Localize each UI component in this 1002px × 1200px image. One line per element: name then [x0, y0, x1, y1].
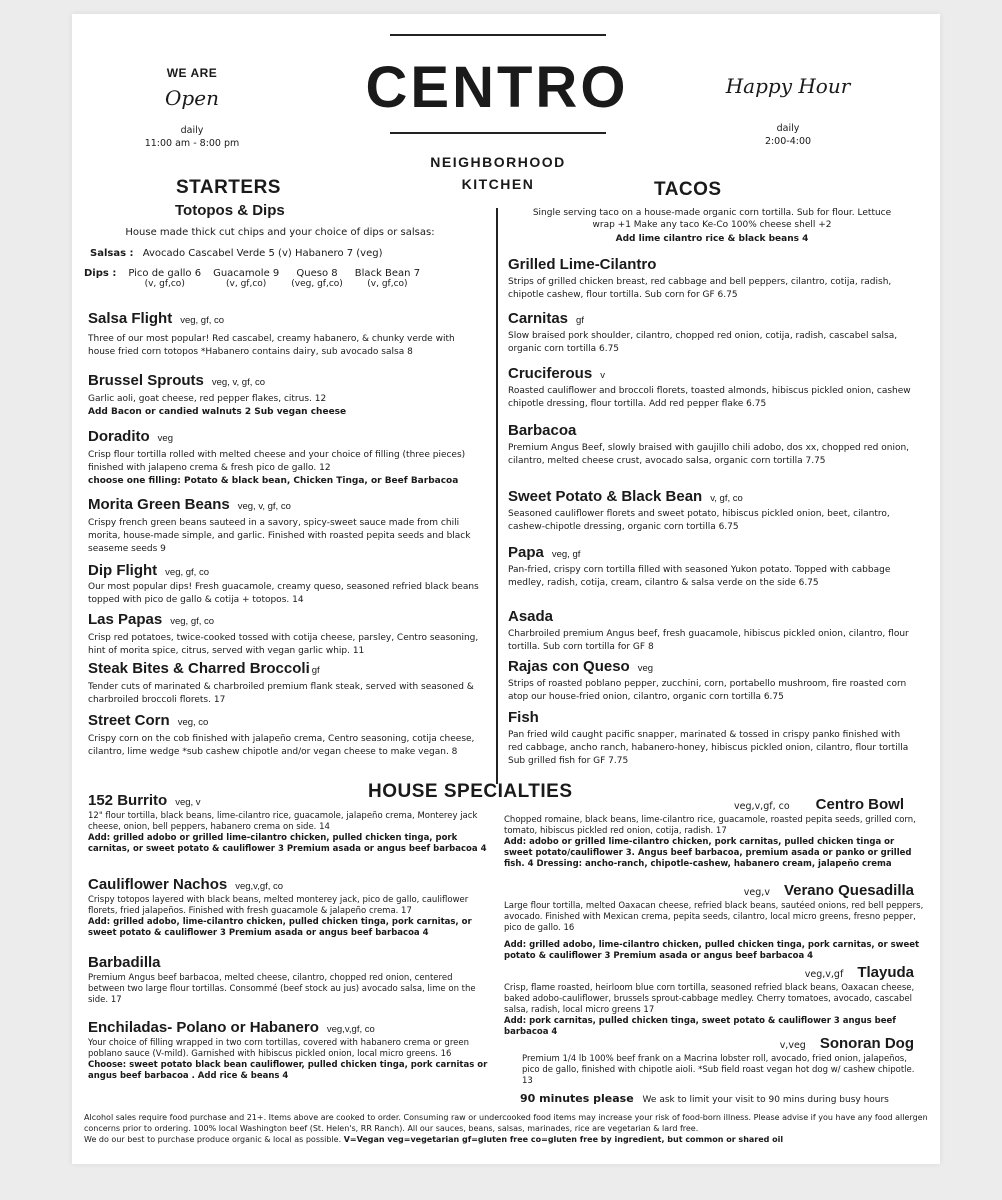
specialty-item: [504, 1033, 924, 1087]
item-name: Fish: [508, 709, 539, 726]
item-desc: Strips of roasted poblano pepper, zucchini, corn, portabello mushroom, fire roasted corn atop our house-fried onion, cilantro, organic corn tortilla 6.75: [508, 679, 907, 702]
item-name: Salsa Flight: [88, 310, 173, 327]
starter-item: [88, 496, 480, 556]
starters-title: STARTERS: [176, 177, 281, 198]
item-desc: Three of our most popular! Red cascabel, creamy habanero, & chunky verde with house fried corn totopos *Habanero contains dairy, sub avocado salsa 8: [88, 334, 455, 357]
item-name: Tlayuda: [857, 964, 914, 981]
starter-item: [88, 611, 480, 658]
item-name: Cauliflower Nachos: [88, 876, 228, 893]
item-desc: Your choice of filling wrapped in two corn tortillas, covered with habanero crema or green poblano sauce (V-mild). Garnished with hibiscus pickled onion, local micro greens. 16: [88, 1038, 469, 1059]
starter-item: [88, 712, 480, 759]
item-desc: Crisp flour tortilla rolled with melted cheese and your choice of filling (three pieces) finished with jalapeno crema & fresh pico de gallo. 12: [88, 450, 466, 473]
item-tags: veg, gf, co: [180, 315, 225, 326]
item-extra: choose one filling: Potato & black bean, Chicken Tinga, or Beef Barbacoa: [88, 476, 459, 486]
salsas-row: [90, 248, 480, 259]
footer-line2: We do our best to purchase produce organic & local as possible.: [84, 1135, 342, 1144]
item-extra: Add Bacon or candied walnuts 2 Sub vegan cheese: [88, 407, 347, 417]
tacos-intro: Single serving taco on a house-made organic corn tortilla. Sub for flour. Lettuce wrap +1 Make any taco Ke-Co 100% cheese shell +2: [532, 208, 892, 230]
hh-daily: daily: [776, 123, 800, 134]
item-tags: veg, v, gf, co: [237, 501, 291, 512]
specialty-item: [88, 792, 488, 855]
brand-title: CENTRO: [365, 55, 629, 120]
tacos-title: TACOS: [654, 179, 722, 200]
item-name: Rajas con Queso: [508, 658, 630, 675]
we-are-label: WE ARE: [166, 66, 218, 80]
dip-name: Queso 8: [296, 268, 338, 279]
specialty-item: [504, 794, 924, 870]
taco-item: [508, 544, 916, 590]
item-name: Steak Bites & Charred Broccoli: [88, 660, 310, 677]
dip-name: Black Bean 7: [354, 268, 421, 279]
dip-name: Guacamole 9: [213, 268, 280, 279]
item-desc: Large flour tortilla, melted Oaxacan cheese, refried black beans, sautéed onions, red bell peppers, avocado. Finished with Mexican crema, pepita seeds, cilantro, local micro greens, fresno pepper, pico de gallo. 16: [504, 901, 924, 933]
brand-top-rule: [390, 34, 606, 36]
item-extra: Add: grilled adobo, lime-cilantro chicken, pulled chicken tinga, pork carnitas, or sweet potato & cauliflower 3 Premium asada or angus beef barbacoa 4: [88, 917, 472, 938]
item-name: Asada: [508, 608, 554, 625]
starter-item: [88, 372, 480, 419]
item-tags: veg, co: [177, 717, 209, 728]
item-name: Enchiladas- Polano or Habanero: [88, 1019, 319, 1036]
happy-hour-script: Happy Hour: [725, 74, 851, 98]
item-extra: Choose: sweet potato black bean cauliflower, pulled chicken tinga, pork carnitas or angus beef barbacoa . Add rice & beans 4: [88, 1060, 488, 1081]
item-desc: Slow braised pork shoulder, cilantro, chopped red onion, cotija, radish, cascabel salsa, organic corn tortilla 6.75: [508, 331, 898, 354]
item-tags: v: [600, 370, 605, 381]
taco-item: [508, 256, 916, 302]
item-desc: Charbroiled premium Angus beef, fresh guacamole, hibiscus pickled onion, cilantro, flour tortilla. Sub corn tortilla for GF 8: [508, 629, 909, 652]
brand-bottom-rule: [390, 132, 606, 134]
dip-tags: (v, gf,co): [226, 279, 267, 289]
item-tags: veg,v,gf: [804, 969, 844, 980]
item-tags: veg, v: [175, 797, 201, 808]
item-name: Barbacoa: [508, 422, 577, 439]
item-name: 152 Burrito: [88, 792, 168, 809]
item-desc: Crispy french green beans sauteed in a savory, spicy-sweet sauce made from chili morita, house-made simple, and garlic. Finished with roasted pepita seeds and black seaseme seeds 9: [88, 518, 471, 554]
item-tags: veg, gf, co: [165, 567, 209, 578]
starter-item: [88, 310, 480, 359]
item-desc: Our most popular dips! Fresh guacamole, creamy queso, seasoned refried black beans topped with pico de gallo & cotija + totopos. 14: [88, 582, 479, 605]
menu-page: [72, 14, 940, 1164]
starters-subtitle: Totopos & Dips: [175, 202, 285, 219]
footer-line1: Alcohol sales require food purchase and 21+. Items above are cooked to order. Consuming raw or undercooked food items may increase your risk of food-born illness. Please advise if you have any food allergen concerns prior to ordering. 100% local Washington beef (St. Helen's, RR Ranch). All our sauces, beans, salsas, marinades, rice are vegetarian & lard free.: [84, 1113, 928, 1133]
item-tags: veg,v: [743, 887, 770, 898]
item-desc: Seasoned cauliflower florets and sweet potato, hibiscus pickled onion, beet, cilantro, cashew-chipotle dressing, organic corn tortilla 6.75: [508, 509, 890, 532]
open-script: Open: [165, 86, 219, 110]
item-tags: veg,v,gf, co: [235, 881, 284, 892]
hh-hours: 2:00-4:00: [764, 136, 812, 147]
item-tags: gf: [311, 665, 320, 676]
specialty-item: [88, 876, 488, 939]
item-tags: veg: [637, 663, 654, 674]
specialty-item: [504, 880, 924, 962]
item-tags: veg, gf, co: [170, 616, 215, 627]
dips-row: [84, 268, 484, 289]
specialty-item: [504, 962, 924, 1038]
item-tags: veg, v, gf, co: [211, 377, 266, 388]
item-extra: Add: grilled adobo, lime-cilantro chicken, pulled chicken tinga, pork carnitas, or sweet potato & cauliflower 3 Premium asada or angus beef barbacoa 4: [504, 940, 920, 961]
dip-tags: (v, gf,co): [367, 279, 408, 289]
item-desc: Crispy totopos layered with black beans, melted monterey jack, pico de gallo, cauliflower florets, fried jalapeños. Finished with fresh guacamole & jalapeño crema. 17: [88, 895, 469, 916]
item-name: Brussel Sprouts: [88, 372, 204, 389]
dip-name: Pico de gallo 6: [128, 268, 202, 279]
item-desc: 12" flour tortilla, black beans, lime-cilantro rice, guacamole, jalapeño crema, Monterey jack cheese, onion, bell peppers, habanero crema on side. 14: [88, 811, 478, 832]
taco-item: [508, 658, 916, 704]
item-desc: Strips of grilled chicken breast, red cabbage and bell peppers, cilantro, cotija, radish, chipotle cashew, flour tortilla. Sub corn for GF 6.75: [508, 277, 892, 300]
specialty-item: [88, 954, 488, 1006]
item-extra: Add: adobo or grilled lime-cilantro chicken, pork carnitas, pulled chicken tinga or sweet potato/cauliflower 3. Angus beef barbacoa, premium asada or panko or grilled fish. 4 Dressing: ancho-ranch, chipotle-cashew, habanero cream, jalapeño crema: [504, 837, 912, 869]
tacos-intro-bold: Add lime cilantro rice & black beans 4: [615, 234, 809, 244]
item-desc: Crisp red potatoes, twice-cooked tossed with cotija cheese, parsley, Centro seasoning, hint of morita spice, citrus, served with vegan garlic whip. 11: [88, 633, 479, 656]
item-extra: Add: pork carnitas, pulled chicken tinga, sweet potato & cauliflower 3 angus beef barbacoa 4: [504, 1016, 896, 1037]
item-name: Centro Bowl: [815, 796, 904, 813]
starter-item: [88, 660, 480, 707]
item-desc: Pan fried wild caught pacific snapper, marinated & tossed in crispy panko finished with red cabbage, ancho ranch, habanero-honey, hibiscus pickled onion, cilantro, flour tortilla Sub grilled fish for GF 7.75: [508, 730, 909, 766]
item-name: Dip Flight: [88, 562, 158, 579]
item-tags: veg,v,gf, co: [326, 1024, 375, 1035]
item-name: Street Corn: [88, 712, 170, 729]
specialty-item: [88, 1019, 488, 1082]
visit-limit-bold: 90 minutes please: [520, 1092, 634, 1105]
dips-label: Dips :: [84, 268, 117, 279]
item-name: Carnitas: [508, 310, 569, 327]
item-desc: Premium Angus beef barbacoa, melted cheese, cilantro, chopped red onion, centered between two large flour tortillas. Consommé (beef stock au jus) avocado salsa, lime on the side. 17: [88, 973, 476, 1005]
item-name: Papa: [508, 544, 544, 561]
starters-intro: House made thick cut chips and your choice of dips or salsas:: [125, 227, 435, 238]
specialties-title: HOUSE SPECIALTIES: [368, 781, 573, 802]
item-desc: Premium Angus Beef, slowly braised with gaujillo chili adobo, dos xx, chopped red onion, cilantro, melted cheese crust, avocado salsa, organic corn tortilla 7.75: [508, 443, 910, 466]
item-extra: Add: grilled adobo or grilled lime-cilantro chicken, pulled chicken tinga, pork carnitas, or sweet potato & cauliflower 3 Premium asada or angus beef barbacoa 4: [88, 833, 487, 854]
item-name: Sonoran Dog: [819, 1035, 914, 1052]
footer-legend: V=Vegan veg=vegetarian gf=gluten free co=gluten free by ingredient, but common or shared oil: [343, 1135, 784, 1144]
item-name: Sweet Potato & Black Bean: [508, 488, 703, 505]
footer-disclaimer: [84, 1112, 930, 1145]
item-name: Verano Quesadilla: [783, 882, 914, 899]
brand-sub1: NEIGHBORHOOD: [430, 154, 566, 170]
taco-item: [508, 365, 916, 411]
taco-item: [508, 709, 916, 768]
item-name: Grilled Lime-Cilantro: [508, 256, 657, 273]
item-desc: Pan-fried, crispy corn tortilla filled with seasoned Yukon potato. Topped with cabbage medley, radish, cotija, cream, cilantro & salsa verde on the side 6.75: [508, 565, 891, 588]
brand-sub2: KITCHEN: [461, 176, 535, 192]
taco-item: [508, 310, 916, 356]
item-name: Doradito: [88, 428, 150, 445]
open-hours: 11:00 am - 8:00 pm: [144, 138, 240, 149]
visit-limit-text: We ask to limit your visit to 90 mins during busy hours: [642, 1095, 889, 1105]
taco-item: [508, 422, 916, 468]
item-desc: Premium 1/4 lb 100% beef frank on a Macrina lobster roll, avocado, fried onion, jalapeños, pico de gallo, finished with chipotle aioli. *Sub field roast vegan hot dog w/ cashew chipotle. 13: [522, 1054, 915, 1086]
visit-limit: [520, 1092, 940, 1105]
dip-tags: (veg, gf,co): [291, 279, 343, 289]
item-desc: Garlic aoli, goat cheese, red pepper flakes, citrus. 12: [88, 394, 327, 404]
item-desc: Chopped romaine, black beans, lime-cilantro rice, guacamole, roasted pepita seeds, grilled corn, tomato, hibiscus pickled red onion, cotija, radish. 17: [504, 815, 916, 836]
item-name: Las Papas: [88, 611, 163, 628]
open-daily: daily: [180, 125, 204, 136]
item-tags: gf: [576, 315, 584, 326]
starter-item: [88, 562, 480, 607]
item-desc: Tender cuts of marinated & charbroiled premium flank steak, served with seasoned & charbroiled broccoli florets. 17: [88, 682, 474, 705]
taco-item: [508, 488, 916, 534]
item-desc: Roasted cauliflower and broccoli florets, toasted almonds, hibiscus pickled onion, cashew chipotle dressing, flour tortilla. Add red pepper flake 6.75: [508, 386, 911, 409]
dip-tags: (v, gf,co): [144, 279, 185, 289]
item-tags: v, gf, co: [710, 493, 743, 504]
item-tags: veg: [157, 433, 173, 444]
item-tags: veg,v,gf, co: [734, 801, 790, 812]
item-name: Cruciferous: [508, 365, 593, 382]
salsas-label: Salsas :: [90, 248, 134, 259]
starter-item: [88, 428, 480, 488]
column-divider: [496, 208, 498, 784]
item-tags: veg, gf: [551, 549, 581, 560]
item-name: Barbadilla: [88, 954, 161, 971]
item-desc: Crisp, flame roasted, heirloom blue corn tortilla, seasoned refried black beans, Oaxacan cheese, baked adobo-cauliflower, brussels sprout-cabbage medley. Cherry tomatoes, avocado, cascabel salsa, radish, local micro greens 17: [504, 983, 915, 1015]
item-desc: Crispy corn on the cob finished with jalapeño crema, Centro seasoning, cotija cheese, cilantro, lime wedge *sub cashew chipotle and/or vegan cheese to make vegan. 8: [88, 734, 475, 757]
taco-item: [508, 608, 916, 654]
salsas-list: Avocado Cascabel Verde 5 (v) Habanero 7 (veg): [142, 248, 383, 259]
item-tags: v,veg: [779, 1040, 806, 1051]
item-name: Morita Green Beans: [88, 496, 230, 513]
